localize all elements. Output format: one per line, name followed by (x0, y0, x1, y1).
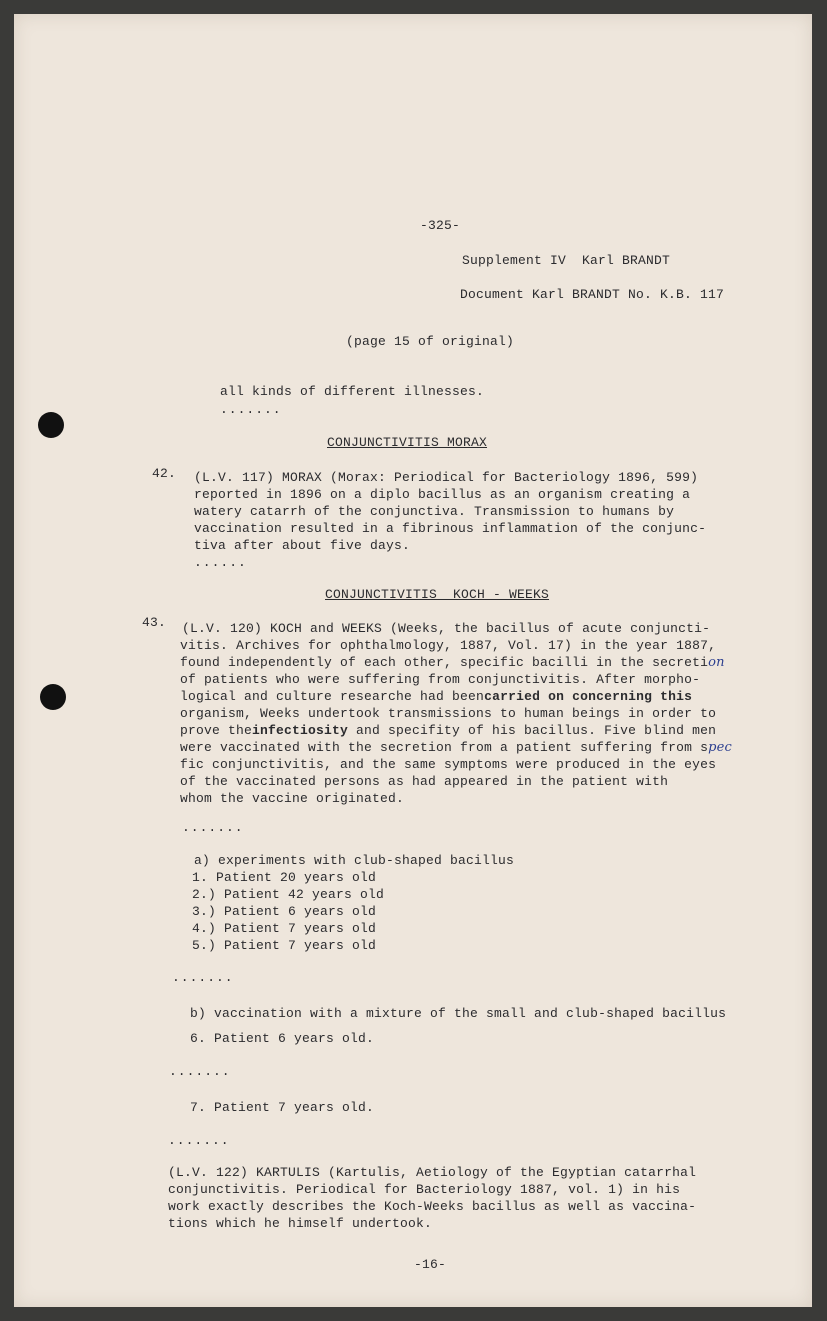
page-of-original: (page 15 of original) (346, 334, 515, 349)
paragraph-43-line: vitis. Archives for ophthalmology, 1887, Vol. 17) in the year 1887, (180, 638, 717, 653)
patient-item: 3.) Patient 6 years old (192, 904, 377, 919)
punch-hole (38, 412, 64, 438)
typed-text: and specifity of his bacillus. Five blind men (348, 723, 717, 738)
ellipsis-dots: ....... (172, 970, 234, 985)
paragraph-number-42: 42. (152, 466, 177, 481)
section-heading-koch-weeks: CONJUNCTIVITIS KOCH - WEEKS (325, 587, 550, 602)
kartulis-line: work exactly describes the Koch-Weeks bacillus as well as vaccina- (168, 1199, 697, 1214)
typed-text: prove the (180, 723, 253, 738)
typed-text: found independently of each other, specific bacilli in the secreti (180, 655, 709, 670)
document-line: Document Karl BRANDT No. K.B. 117 (460, 287, 725, 302)
experiments-a-title: a) experiments with club-shaped bacillus (194, 853, 515, 868)
paragraph-43-line: (L.V. 120) KOCH and WEEKS (Weeks, the bacillus of acute conjuncti- (182, 621, 711, 636)
page-number-footer: -16- (414, 1257, 447, 1272)
paragraph-number-43: 43. (142, 615, 167, 630)
typed-text: were vaccinated with the secretion from a patient suffering from s (180, 740, 709, 755)
ellipsis-dots: ....... (182, 820, 244, 835)
typed-text: logical and culture researche had been (180, 689, 485, 704)
ellipsis-dots: ....... (220, 402, 282, 417)
kartulis-line: conjunctivitis. Periodical for Bacteriology 1887, vol. 1) in his (168, 1182, 681, 1197)
handwritten-correction: pec (708, 740, 732, 755)
paragraph-43-line: organism, Weeks undertook transmissions to human beings in order to (180, 706, 717, 721)
paragraph-42-line: reported in 1896 on a diplo bacillus as an organism creating a (194, 487, 691, 502)
patient-item: 7. Patient 7 years old. (190, 1100, 375, 1115)
paragraph-43-line (180, 739, 732, 756)
section-heading-morax: CONJUNCTIVITIS MORAX (327, 435, 488, 450)
experiments-b-title: b) vaccination with a mixture of the small and club-shaped bacillus (190, 1006, 727, 1021)
patient-item: 2.) Patient 42 years old (192, 887, 385, 902)
kartulis-line: tions which he himself undertook. (168, 1216, 433, 1231)
patient-item: 5.) Patient 7 years old (192, 938, 377, 953)
ellipsis-dots: ...... (194, 555, 247, 570)
paragraph-43-line: of the vaccinated persons as had appeared in the patient with (180, 774, 669, 789)
supplement-line: Supplement IV Karl BRANDT (462, 253, 671, 268)
ellipsis-dots: ....... (168, 1133, 230, 1148)
paragraph-42-line: vaccination resulted in a fibrinous inflammation of the conjunc- (194, 521, 707, 536)
ellipsis-dots: ....... (169, 1064, 231, 1079)
paragraph-43-line: whom the vaccine originated. (180, 791, 405, 806)
document-page (14, 14, 812, 1307)
patient-item: 4.) Patient 7 years old (192, 921, 377, 936)
kartulis-line: (L.V. 122) KARTULIS (Kartulis, Aetiology of the Egyptian catarrhal (168, 1165, 697, 1180)
patient-item: 6. Patient 6 years old. (190, 1031, 375, 1046)
paragraph-43-line (180, 688, 692, 705)
patient-item: 1. Patient 20 years old (192, 870, 377, 885)
overtyped-text: carried on concerning this (484, 689, 693, 704)
handwritten-correction: on (708, 655, 725, 670)
paragraph-42-line: tiva after about five days. (194, 538, 411, 553)
page-number-header: -325- (420, 218, 461, 233)
punch-hole (40, 684, 66, 710)
inserted-word: infectiosity (252, 723, 349, 738)
paragraph-43-line: of patients who were suffering from conjunctivitis. After morpho- (180, 672, 701, 687)
paragraph-43-line (180, 654, 725, 671)
paragraph-43-line (180, 722, 716, 739)
intro-line: all kinds of different illnesses. (220, 384, 485, 399)
paragraph-42-line: (L.V. 117) MORAX (Morax: Periodical for Bacteriology 1896, 599) (194, 470, 699, 485)
paragraph-42-line: watery catarrh of the conjunctiva. Transmission to humans by (194, 504, 675, 519)
paragraph-43-line: fic conjunctivitis, and the same symptoms were produced in the eyes (180, 757, 717, 772)
